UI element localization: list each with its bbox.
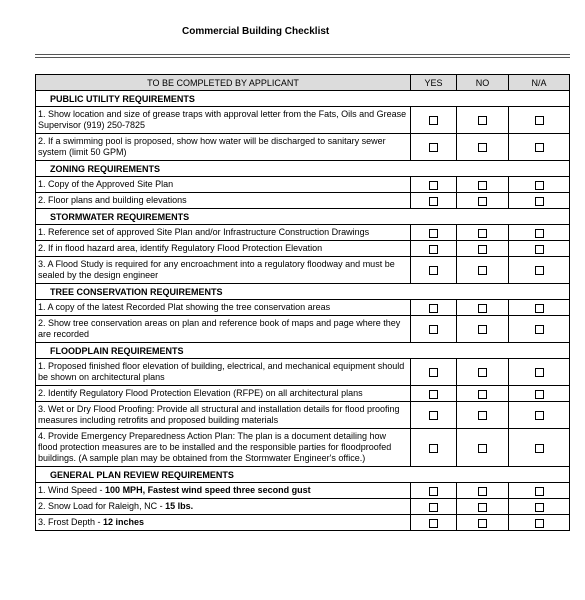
checkbox-na[interactable] xyxy=(535,116,544,125)
checklist-item-row xyxy=(36,429,570,467)
checkbox-cell-na xyxy=(509,402,570,429)
checkbox-cell-na xyxy=(509,177,570,193)
checklist-item-row xyxy=(36,359,570,386)
header-na: N/A xyxy=(509,75,570,91)
checkbox-cell-yes xyxy=(411,134,457,161)
checkbox-na[interactable] xyxy=(535,503,544,512)
item-text: 1. Wind Speed - xyxy=(38,485,106,495)
item-value: 100 MPH, Fastest wind speed three second gust xyxy=(105,485,311,495)
checkbox-no[interactable] xyxy=(478,519,487,528)
checkbox-yes[interactable] xyxy=(429,304,438,313)
checklist-item-row xyxy=(36,386,570,402)
checkbox-cell-no xyxy=(457,515,509,531)
checkbox-cell-na xyxy=(509,316,570,343)
checkbox-cell-yes xyxy=(411,300,457,316)
checkbox-no[interactable] xyxy=(478,503,487,512)
checkbox-cell-na xyxy=(509,107,570,134)
section-title: GENERAL PLAN REVIEW REQUIREMENTS xyxy=(36,467,570,483)
checkbox-cell-na xyxy=(509,257,570,284)
checklist-table xyxy=(35,74,570,531)
checkbox-no[interactable] xyxy=(478,245,487,254)
checkbox-cell-yes xyxy=(411,257,457,284)
item-description xyxy=(36,177,411,193)
checkbox-cell-no xyxy=(457,225,509,241)
checkbox-cell-na xyxy=(509,300,570,316)
item-text: 2. If a swimming pool is proposed, show how water will be discharged to sanitary sewer system (limit 50 GPM) xyxy=(38,136,386,157)
item-description xyxy=(36,300,411,316)
checkbox-cell-no xyxy=(457,429,509,467)
checkbox-cell-na xyxy=(509,499,570,515)
checkbox-na[interactable] xyxy=(535,487,544,496)
title-divider-top xyxy=(35,54,570,55)
checkbox-cell-yes xyxy=(411,241,457,257)
checkbox-no[interactable] xyxy=(478,143,487,152)
checkbox-cell-no xyxy=(457,402,509,429)
checkbox-yes[interactable] xyxy=(429,390,438,399)
checkbox-no[interactable] xyxy=(478,368,487,377)
checkbox-yes[interactable] xyxy=(429,444,438,453)
checkbox-cell-no xyxy=(457,257,509,284)
item-description xyxy=(36,257,411,284)
checklist-item-row xyxy=(36,107,570,134)
header-yes: YES xyxy=(411,75,457,91)
section-header-row xyxy=(36,467,570,483)
checkbox-na[interactable] xyxy=(535,304,544,313)
checkbox-yes[interactable] xyxy=(429,325,438,334)
checklist-item-row xyxy=(36,402,570,429)
checkbox-cell-yes xyxy=(411,515,457,531)
item-text: 2. Snow Load for Raleigh, NC - xyxy=(38,501,166,511)
item-description xyxy=(36,429,411,467)
checkbox-na[interactable] xyxy=(535,368,544,377)
checkbox-cell-na xyxy=(509,134,570,161)
checkbox-cell-na xyxy=(509,359,570,386)
item-description xyxy=(36,483,411,499)
checkbox-no[interactable] xyxy=(478,266,487,275)
checkbox-cell-no xyxy=(457,107,509,134)
header-applicant: TO BE COMPLETED BY APPLICANT xyxy=(36,75,411,91)
checkbox-na[interactable] xyxy=(535,325,544,334)
checklist-body xyxy=(36,91,570,531)
checklist-item-row xyxy=(36,483,570,499)
checkbox-yes[interactable] xyxy=(429,487,438,496)
checklist-item-row xyxy=(36,225,570,241)
item-description xyxy=(36,225,411,241)
checkbox-cell-no xyxy=(457,134,509,161)
checkbox-yes[interactable] xyxy=(429,368,438,377)
checkbox-na[interactable] xyxy=(535,181,544,190)
checkbox-cell-yes xyxy=(411,386,457,402)
document-title: Commercial Building Checklist xyxy=(182,26,330,37)
checkbox-cell-na xyxy=(509,429,570,467)
checklist-item-row xyxy=(36,316,570,343)
item-value: 12 inches xyxy=(103,517,145,527)
section-title: ZONING REQUIREMENTS xyxy=(36,161,570,177)
item-description xyxy=(36,107,411,134)
checkbox-cell-yes xyxy=(411,225,457,241)
item-value: 15 lbs. xyxy=(165,501,194,511)
checkbox-no[interactable] xyxy=(478,411,487,420)
checkbox-cell-yes xyxy=(411,177,457,193)
checklist-item-row xyxy=(36,300,570,316)
item-description xyxy=(36,515,411,531)
checkbox-cell-na xyxy=(509,483,570,499)
checkbox-yes[interactable] xyxy=(429,245,438,254)
item-text: 2. If in flood hazard area, identify Regulatory Flood Protection Elevation xyxy=(38,243,323,253)
header-no: NO xyxy=(457,75,509,91)
checkbox-no[interactable] xyxy=(478,444,487,453)
checkbox-na[interactable] xyxy=(535,143,544,152)
checkbox-no[interactable] xyxy=(478,304,487,313)
checkbox-no[interactable] xyxy=(478,181,487,190)
item-description xyxy=(36,134,411,161)
checkbox-cell-na xyxy=(509,241,570,257)
checkbox-cell-no xyxy=(457,193,509,209)
item-text: 1. A copy of the latest Recorded Plat showing the tree conservation areas xyxy=(38,302,331,312)
checkbox-yes[interactable] xyxy=(429,197,438,206)
checkbox-cell-na xyxy=(509,386,570,402)
section-title: STORMWATER REQUIREMENTS xyxy=(36,209,570,225)
checkbox-cell-na xyxy=(509,225,570,241)
checkbox-no[interactable] xyxy=(478,325,487,334)
item-description xyxy=(36,386,411,402)
checkbox-yes[interactable] xyxy=(429,116,438,125)
checkbox-yes[interactable] xyxy=(429,503,438,512)
section-header-row xyxy=(36,209,570,225)
item-description xyxy=(36,241,411,257)
checkbox-cell-na xyxy=(509,193,570,209)
checkbox-cell-yes xyxy=(411,107,457,134)
checkbox-na[interactable] xyxy=(535,411,544,420)
section-header-row xyxy=(36,343,570,359)
item-description xyxy=(36,316,411,343)
checkbox-cell-no xyxy=(457,483,509,499)
item-description xyxy=(36,359,411,386)
item-text: 2. Floor plans and building elevations xyxy=(38,195,187,205)
item-description xyxy=(36,499,411,515)
checklist-item-row xyxy=(36,515,570,531)
checkbox-cell-na xyxy=(509,515,570,531)
checkbox-na[interactable] xyxy=(535,519,544,528)
checkbox-na[interactable] xyxy=(535,390,544,399)
checkbox-yes[interactable] xyxy=(429,143,438,152)
section-title: TREE CONSERVATION REQUIREMENTS xyxy=(36,284,570,300)
section-title: FLOODPLAIN REQUIREMENTS xyxy=(36,343,570,359)
checkbox-yes[interactable] xyxy=(429,181,438,190)
checkbox-cell-no xyxy=(457,300,509,316)
checkbox-na[interactable] xyxy=(535,229,544,238)
checklist-item-row xyxy=(36,241,570,257)
checklist-item-row xyxy=(36,193,570,209)
section-header-row xyxy=(36,161,570,177)
checklist-item-row xyxy=(36,177,570,193)
item-text: 1. Proposed finished floor elevation of building, electrical, and mechanical equipment should be shown on architectural plans xyxy=(38,361,405,382)
checkbox-cell-yes xyxy=(411,359,457,386)
checkbox-cell-no xyxy=(457,316,509,343)
checkbox-no[interactable] xyxy=(478,487,487,496)
section-title: PUBLIC UTILITY REQUIREMENTS xyxy=(36,91,570,107)
checkbox-cell-yes xyxy=(411,193,457,209)
checklist-item-row xyxy=(36,257,570,284)
item-text: 1. Reference set of approved Site Plan and/or Infrastructure Construction Drawings xyxy=(38,227,370,237)
checkbox-na[interactable] xyxy=(535,266,544,275)
checkbox-na[interactable] xyxy=(535,245,544,254)
item-text: 1. Copy of the Approved Site Plan xyxy=(38,179,174,189)
item-text: 3. Frost Depth - xyxy=(38,517,104,527)
checkbox-yes[interactable] xyxy=(429,229,438,238)
title-divider-bottom xyxy=(35,57,570,58)
checkbox-yes[interactable] xyxy=(429,411,438,420)
checkbox-no[interactable] xyxy=(478,116,487,125)
checkbox-cell-yes xyxy=(411,316,457,343)
item-description xyxy=(36,193,411,209)
checkbox-na[interactable] xyxy=(535,197,544,206)
item-text: 2. Show tree conservation areas on plan and reference book of maps and page where they are recorded xyxy=(38,318,401,339)
checkbox-no[interactable] xyxy=(478,390,487,399)
checklist-item-row xyxy=(36,134,570,161)
checkbox-cell-no xyxy=(457,386,509,402)
item-text: 3. A Flood Study is required for any encroachment into a regulatory floodway and must be sealed by the design engineer xyxy=(38,259,395,280)
item-text: 4. Provide Emergency Preparedness Action Plan: The plan is a document detailing how flood protection measures are to be installed and the responsible parties for floodproofed buildings. (A sample plan may be obtained from the Stormwater Engineer's office.) xyxy=(38,431,392,463)
item-description xyxy=(36,402,411,429)
header-row xyxy=(36,75,570,91)
checkbox-cell-yes xyxy=(411,499,457,515)
checkbox-na[interactable] xyxy=(535,444,544,453)
checkbox-cell-no xyxy=(457,241,509,257)
checkbox-cell-yes xyxy=(411,402,457,429)
checkbox-cell-yes xyxy=(411,429,457,467)
checkbox-cell-no xyxy=(457,499,509,515)
checkbox-no[interactable] xyxy=(478,229,487,238)
section-header-row xyxy=(36,284,570,300)
section-header-row xyxy=(36,91,570,107)
checkbox-no[interactable] xyxy=(478,197,487,206)
checklist-item-row xyxy=(36,499,570,515)
checkbox-yes[interactable] xyxy=(429,519,438,528)
checkbox-cell-no xyxy=(457,177,509,193)
item-text: 1. Show location and size of grease traps with approval letter from the Fats, Oils and Grease Supervisor (919) 250-7825 xyxy=(38,109,407,130)
item-text: 2. Identify Regulatory Flood Protection Elevation (RFPE) on all architectural plans xyxy=(38,388,363,398)
checkbox-cell-no xyxy=(457,359,509,386)
checkbox-cell-yes xyxy=(411,483,457,499)
checkbox-yes[interactable] xyxy=(429,266,438,275)
item-text: 3. Wet or Dry Flood Proofing: Provide all structural and installation details for flood proofing measures including retrofits and proposed building materials xyxy=(38,404,400,425)
